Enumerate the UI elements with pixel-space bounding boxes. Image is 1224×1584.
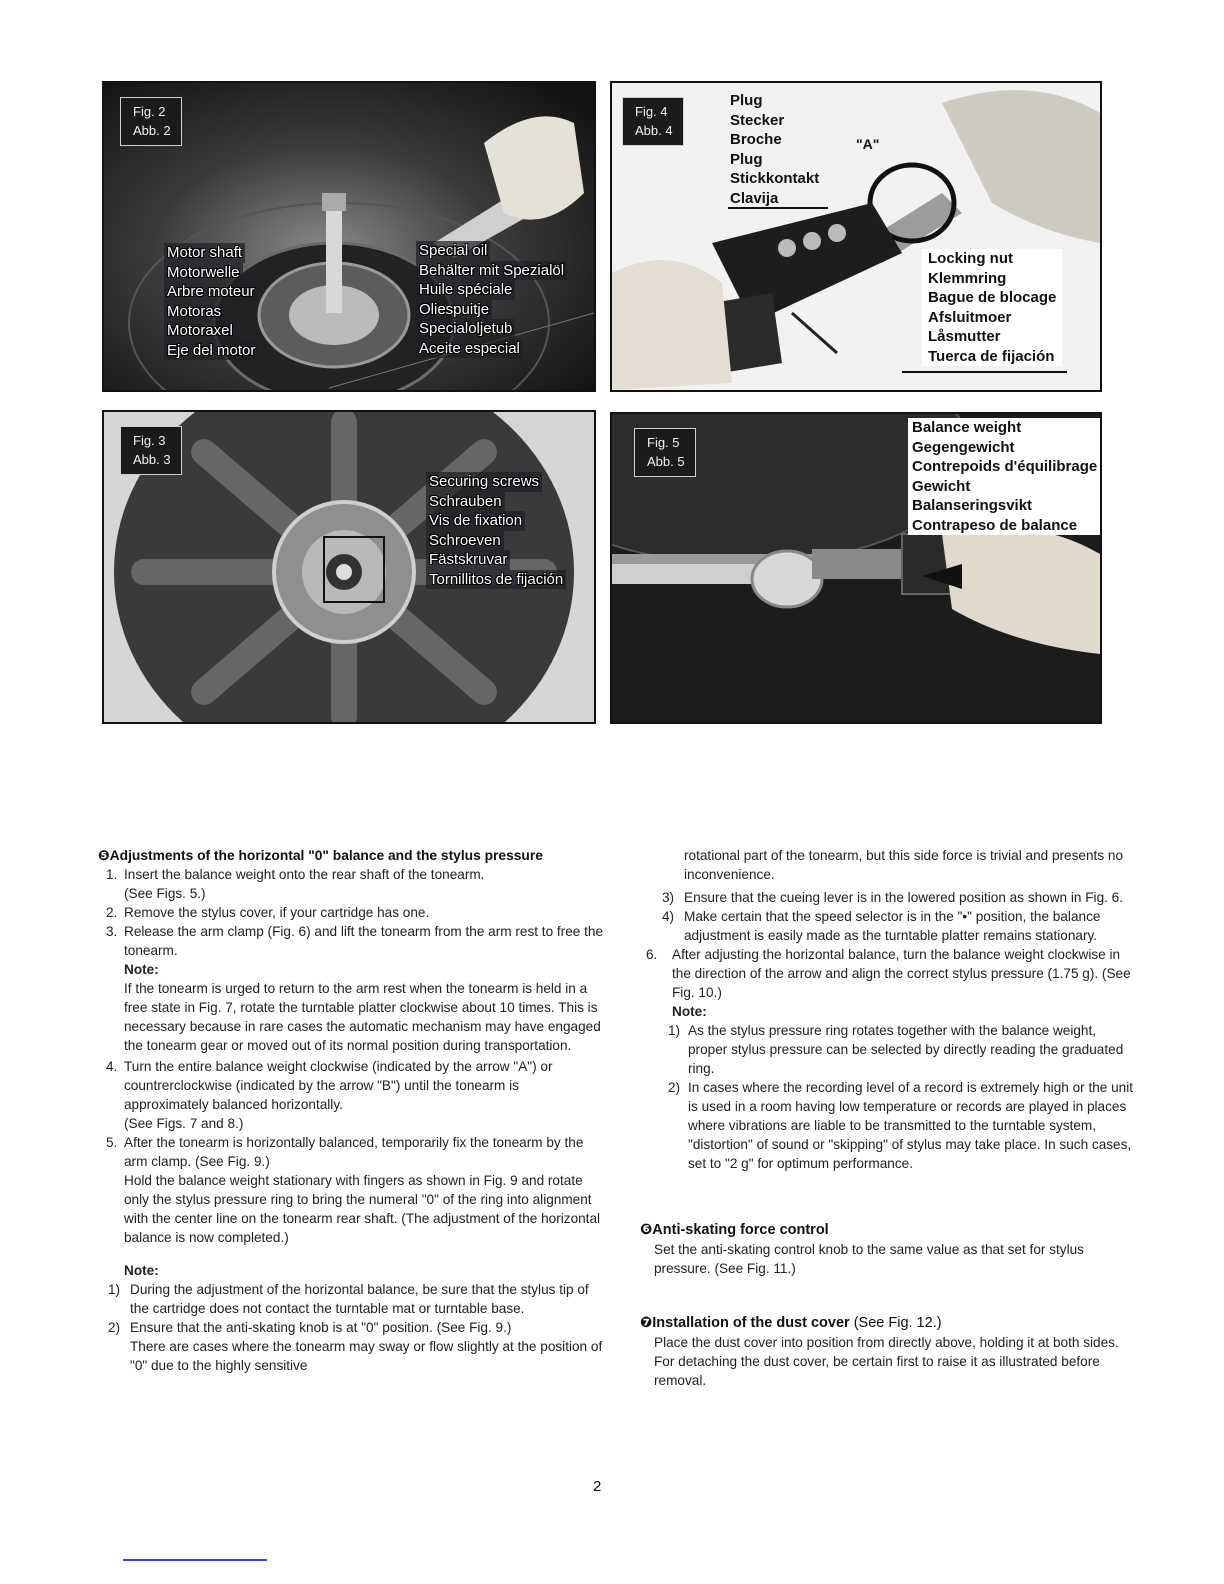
securing-screws-labels <box>426 472 566 589</box>
section-6-heading <box>640 1221 1136 1240</box>
step-5-detail: Hold the balance weight stationary with fingers as shown in Fig. 9 and rotate only the stylus pressure ring to bring the numeral "0" of the ring into alignment with the center line on the tonearm rear shaft. (The adjustment of the horizontal balance is now completed.) <box>124 1173 601 1245</box>
note-number: 4) <box>662 909 675 924</box>
label-nl: Motoras <box>164 302 224 322</box>
special-oil-labels <box>416 241 567 358</box>
step-number: 4. <box>106 1059 118 1074</box>
figure-3-tag <box>120 426 182 475</box>
figure-5 <box>610 412 1102 724</box>
note-item-1 <box>98 1280 606 1318</box>
step-number: 3. <box>106 924 118 939</box>
footer-line <box>123 1559 267 1561</box>
section-title: Adjustments of the horizontal "0" balance and the stylus pressure <box>109 848 543 863</box>
label-fr: Arbre moteur <box>164 282 258 302</box>
plug-labels <box>730 91 819 208</box>
step-4-ref <box>98 1114 606 1133</box>
step-text: Turn the entire balance weight clockwise (indicated by the arrow "A") or countrerclockwise (indicated by the arrow "B") until the tonearm is approximately balanced horizontally. <box>124 1059 553 1112</box>
note-number: 3) <box>662 890 675 905</box>
figure-number-de: Abb. 3 <box>133 452 171 467</box>
section-7-text: Place the dust cover into position from directly above, holding it at both sides. For detaching the dust cover, be certain first to raise it as illustrated before removal. <box>654 1335 1119 1388</box>
label-fr: Broche <box>730 131 782 148</box>
label-de: Gegengewicht <box>912 438 1015 456</box>
label-de: Stecker <box>730 111 785 129</box>
section-5-heading <box>98 846 606 865</box>
figure-number-de: Abb. 4 <box>635 123 673 138</box>
step-4 <box>98 1057 606 1114</box>
note-item-1 <box>646 1021 1136 1078</box>
step-1 <box>98 865 606 884</box>
motor-shaft-labels <box>164 243 258 360</box>
section-6-text: Set the anti-skating control knob to the same value as that set for stylus pressure. (See Fig. 11.) <box>654 1242 1084 1276</box>
step-ref: (See Fig. 9.) <box>195 1154 270 1169</box>
section-title: Installation of the dust cover <box>652 1315 850 1331</box>
step-2 <box>98 903 606 922</box>
figure-number: Fig. 3 <box>133 433 166 448</box>
note-text: As the stylus pressure ring rotates together with the balance weight, proper stylus pressure can be selected by directly reading the graduated ring. <box>688 1023 1124 1076</box>
label-en: Motor shaft <box>164 243 245 263</box>
note-label: Note: <box>124 962 159 977</box>
figure-number-de: Abb. 5 <box>647 454 685 469</box>
step-text: (See Figs. 7 and 8.) <box>124 1116 244 1131</box>
label-fr: Contrepoids d'équilibrage <box>912 458 1098 475</box>
note-label: Note: <box>672 1004 707 1019</box>
label-fr: Huile spéciale <box>416 280 515 300</box>
note-number: 1) <box>108 1282 121 1297</box>
step-1-ref <box>98 884 606 903</box>
note-item-3 <box>646 888 1136 907</box>
page-number: 2 <box>593 1478 602 1495</box>
label-fr: Bague de blocage <box>928 289 1057 306</box>
balance-weight-labels <box>908 418 1101 535</box>
step-number: 5. <box>106 1135 118 1150</box>
section-number-icon: ❼ <box>640 1315 653 1331</box>
label-nl: Schroeven <box>426 531 504 551</box>
label-nl: Oliespuitje <box>416 300 492 320</box>
step-number: 1. <box>106 867 118 882</box>
note-item-2 <box>98 1318 606 1337</box>
step-number: 6. <box>646 947 658 962</box>
step-text: Release the arm clamp (Fig. 6) and lift the tonearm from the arm rest to free the tonearm. <box>124 924 604 958</box>
note-item-4 <box>646 907 1136 945</box>
section-number-icon: ❻ <box>640 1222 653 1238</box>
label-de: Schrauben <box>426 492 505 512</box>
note-number: 2) <box>668 1080 681 1095</box>
step-3 <box>98 922 606 960</box>
figure-number: Fig. 5 <box>647 435 680 450</box>
label-nl: Plug <box>730 150 763 168</box>
continued-text: rotational part of the tonearm, but this side force is trivial and presents no inconvenience. <box>684 848 1124 882</box>
note-label: Note: <box>124 1263 159 1278</box>
label-es: Eje del motor <box>164 341 258 361</box>
figure-4-tag <box>622 97 684 146</box>
label-sv: Fästskruvar <box>426 550 510 570</box>
figure-2 <box>102 81 596 392</box>
left-column <box>98 846 606 1375</box>
section-7-heading <box>640 1314 1136 1333</box>
figure-4 <box>610 81 1102 392</box>
label-de: Motorwelle <box>164 263 243 283</box>
note-text: During the adjustment of the horizontal balance, be sure that the stylus tip of the cartridge does not contact the turntable mat or turntable base. <box>130 1282 589 1316</box>
step-5 <box>98 1133 606 1171</box>
label-sv: Balanseringsvikt <box>912 497 1033 514</box>
label-en: Locking nut <box>928 250 1013 267</box>
step-text: After the tonearm is horizontally balanced, temporarily fix the tonearm by the arm clamp. <box>124 1135 584 1169</box>
label-de: Klemmring <box>928 269 1007 287</box>
note-number: 2) <box>108 1320 121 1335</box>
label-sv: Specialoljetub <box>416 319 515 339</box>
note-text: If the tonearm is urged to return to the arm rest when the tonearm is held in a free state in Fig. 7, rotate the turntable platter clockwise about 10 times. This is necessary because in rare cases the automatic mechanism may have engaged the tonearm gear or moved out of its normal position during transportation. <box>124 981 601 1053</box>
label-de: Behälter mit Spezialöl <box>416 261 567 281</box>
label-en: Securing screws <box>426 472 542 492</box>
figure-number-de: Abb. 2 <box>133 123 171 138</box>
label-es: Contrapeso de balance <box>912 516 1078 534</box>
section-title: Anti-skating force control <box>652 1222 829 1238</box>
label-en: Special oil <box>416 241 490 261</box>
locking-nut-labels <box>922 249 1062 366</box>
label-sv: Stickkontakt <box>730 170 820 187</box>
label-nl: Gewicht <box>912 477 971 495</box>
section-number-icon: ❺ <box>98 848 110 863</box>
step-text: Remove the stylus cover, if your cartridge has one. <box>124 905 430 920</box>
figure-3 <box>102 410 596 724</box>
right-column <box>640 846 1136 1390</box>
note-text: In cases where the recording level of a record is extremely high or the unit is used in a room having low temperature or records are played in places where vibrations are liable to be transmitted to the turntable system, "distortion" of sound or "skipping" of stylus may take place. In such cases, set to "2 g" for optimum performance. <box>688 1080 1134 1171</box>
label-en: Balance weight <box>912 419 1022 436</box>
label-es: Aceite especial <box>416 339 523 359</box>
label-es: Tornillitos de fijación <box>426 570 566 590</box>
note-continuation: There are cases where the tonearm may sway or flow slightly at the position of "0" due to the highly sensitive <box>130 1339 603 1373</box>
label-sv: Låsmutter <box>928 328 1001 345</box>
figure-2-tag <box>120 97 182 146</box>
nut-leader-line <box>902 371 1067 373</box>
label-sv: Motoraxel <box>164 321 236 341</box>
step-text: Insert the balance weight onto the rear shaft of the tonearm. <box>124 867 485 882</box>
note-item-2 <box>646 1078 1136 1173</box>
step-number: 2. <box>106 905 118 920</box>
figure-number: Fig. 2 <box>133 104 166 119</box>
note-number: 1) <box>668 1023 681 1038</box>
step-text: (See Figs. 5.) <box>124 886 206 901</box>
figure-number: Fig. 4 <box>635 104 668 119</box>
note-text: Make certain that the speed selector is in the "•" position, the balance adjustment is easily made as the turntable platter remains stationary. <box>684 909 1101 943</box>
step-6 <box>646 945 1136 1002</box>
step-text: After adjusting the horizontal balance, turn the balance weight clockwise in the direction of the arrow and align the correct stylus pressure (1.75 g). (See Fig. 10.) <box>672 947 1131 1000</box>
note-text: Ensure that the anti-skating knob is at "0" position. (See Fig. 9.) <box>130 1320 512 1335</box>
section-ref: (See Fig. 12.) <box>853 1315 942 1331</box>
marker-a: "A" <box>856 136 880 152</box>
label-en: Plug <box>730 92 763 109</box>
label-es: Clavija <box>730 189 779 207</box>
label-nl: Afsluitmoer <box>928 308 1012 326</box>
note-text: Ensure that the cueing lever is in the lowered position as shown in Fig. 6. <box>684 890 1124 905</box>
label-fr: Vis de fixation <box>426 511 525 531</box>
label-es: Tuerca de fijación <box>928 347 1055 365</box>
figure-5-tag <box>634 428 696 477</box>
